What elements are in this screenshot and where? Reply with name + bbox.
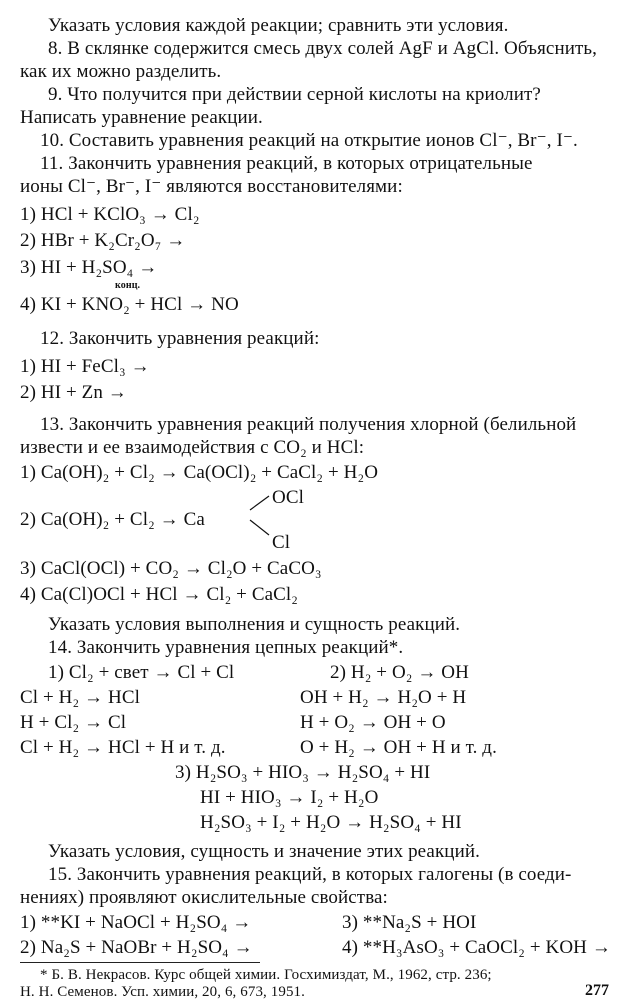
equation-line: 2) Na₂S + NaOBr + H₂SO₄ →	[20, 937, 253, 958]
text-line: 14. Закончить уравнения цепных реакций*.	[48, 637, 404, 658]
equation-line: 3) HI + H₂SO₄ →	[20, 257, 158, 278]
text-line: как их можно разделить.	[20, 61, 222, 82]
equation-line: OH + H₂ → H₂O + H	[300, 687, 467, 708]
equation-line: 1) Cl₂ + свет → Cl + Cl	[48, 662, 235, 683]
equation-line: 3) **Na₂S + HOI	[342, 912, 477, 933]
text-line: 9. Что получится при действии серной кислоты на криолит?	[48, 84, 541, 105]
equation-line: 4) KI + KNO₂ + HCl → NO	[20, 294, 239, 315]
text-line: ионы Cl⁻, Br⁻, I⁻ являются восстановителями:	[20, 176, 403, 197]
text-line: Указать условия, сущность и значение этих реакций.	[48, 841, 480, 862]
equation-line: 3) CaCl(OCl) + CO₂ → Cl₂O + CaCO₃	[20, 558, 322, 579]
equation-line: 4) Ca(Cl)OCl + HCl → Cl₂ + CaCl₂	[20, 584, 299, 605]
equation-line: 4) **H₃AsO₃ + CaOCl₂ + KOH →	[342, 937, 611, 958]
equation-line: O + H₂ → OH + H и т. д.	[300, 737, 497, 758]
text-line: 12. Закончить уравнения реакций:	[40, 328, 320, 349]
footnote-line: Н. Н. Семенов. Усп. химии, 20, 6, 673, 1951.	[20, 984, 305, 1000]
text-line: 13. Закончить уравнения реакций получения хлорной (белильной	[40, 414, 577, 435]
text-line: 15. Закончить уравнения реакций, в которых галогены (в соеди-	[48, 864, 572, 885]
text-line: 11. Закончить уравнения реакций, в которых отрицательные	[40, 153, 533, 174]
page-number: 277	[585, 982, 609, 999]
equation-line: 1) HI + FeCl₃ →	[20, 356, 150, 377]
structure-label: OCl	[272, 487, 304, 508]
equation-line: HI + HIO₃ → I₂ + H₂O	[200, 787, 379, 808]
equation-line: 1) **KI + NaOCl + H₂SO₄ →	[20, 912, 252, 933]
equation-line: 2) H₂ + O₂ → OH	[330, 662, 469, 683]
equation-line: 1) HCl + KClO₃ → Cl₂	[20, 204, 200, 225]
text-line: 10. Составить уравнения реакций на открытие ионов Cl⁻, Br⁻, I⁻.	[40, 130, 578, 151]
text-line: Указать условия выполнения и сущность реакций.	[48, 614, 461, 635]
equation-line: H + Cl₂ → Cl	[20, 712, 127, 733]
text-line: нениях) проявляют окислительные свойства:	[20, 887, 388, 908]
equation-line: H₂SO₃ + I₂ + H₂O → H₂SO₄ + HI	[200, 812, 462, 833]
text-line: Написать уравнение реакции.	[20, 107, 263, 128]
equation-line: H + O₂ → OH + O	[300, 712, 446, 733]
equation-line: 2) HI + Zn →	[20, 382, 127, 403]
text-line: извести и ее взаимодействия с CO₂ и HCl:	[20, 437, 365, 458]
footnote-divider	[20, 962, 260, 963]
equation-line: 2) HBr + K₂Cr₂O₇ →	[20, 230, 186, 251]
equation-note: конц.	[115, 280, 141, 291]
footnote-line: * Б. В. Некрасов. Курс общей химии. Госхимиздат, М., 1962, стр. 236;	[40, 967, 492, 983]
equation-line: 2) Ca(OH)₂ + Cl₂ → Ca	[20, 509, 205, 530]
equation-line: 3) H₂SO₃ + HIO₃ → H₂SO₄ + HI	[175, 762, 431, 783]
structure-label: Cl	[272, 532, 291, 553]
equation-line: Cl + H₂ → HCl	[20, 687, 140, 708]
text-line: Указать условия каждой реакции; сравнить эти условия.	[48, 15, 509, 36]
text-line: 8. В склянке содержится смесь двух солей AgF и AgCl. Объяснить,	[48, 38, 598, 59]
equation-line: 1) Ca(OH)₂ + Cl₂ → Ca(OCl)₂ + CaCl₂ + H₂O	[20, 462, 379, 483]
equation-line: Cl + H₂ → HCl + H и т. д.	[20, 737, 226, 758]
